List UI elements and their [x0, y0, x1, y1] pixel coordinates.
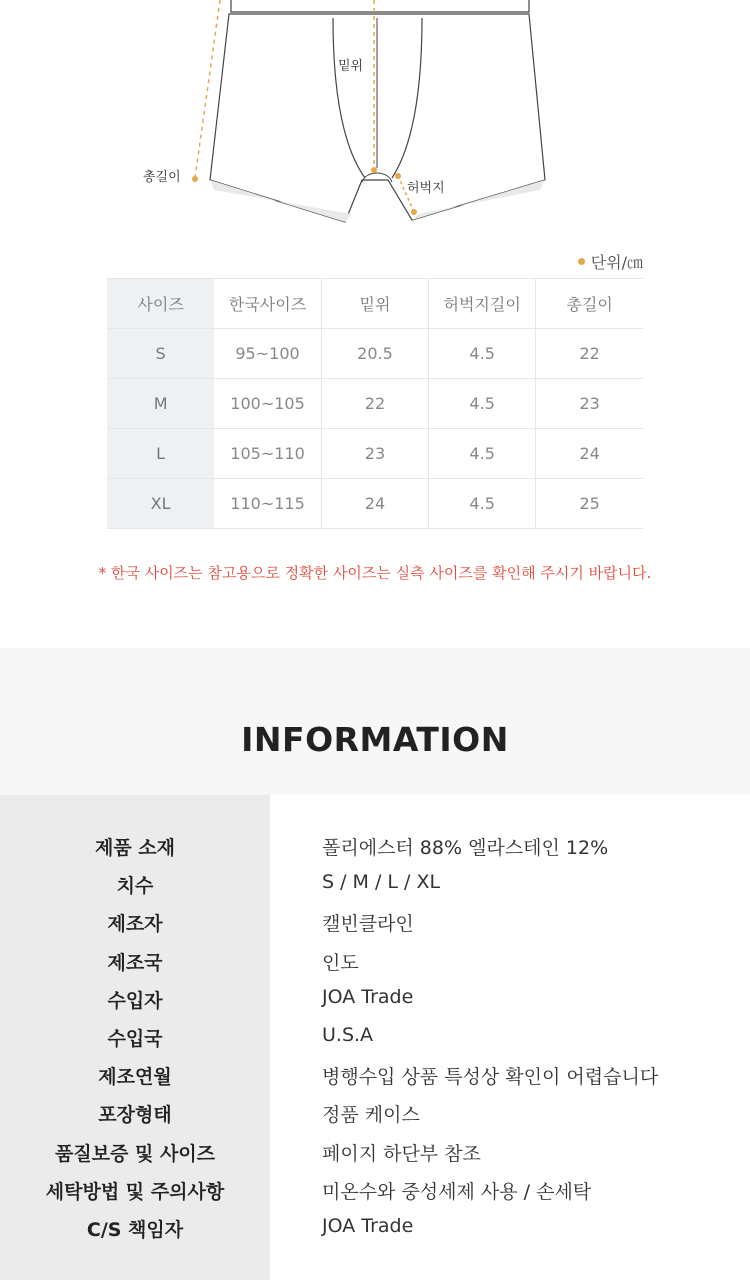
- size-table-header: 허벅지길이: [429, 279, 536, 329]
- info-label: 세탁방법 및 주의사항: [45, 1181, 225, 1203]
- rise-cell: 20.5: [321, 329, 428, 379]
- info-label: 수입자: [107, 990, 163, 1012]
- boxer-illustration: [0, 0, 750, 240]
- table-row: [107, 479, 643, 529]
- info-value: 캘빈클라인: [322, 913, 414, 935]
- size-cell: XL: [107, 479, 214, 529]
- unit-label: [578, 250, 643, 273]
- total-length-cell: 25: [536, 479, 643, 529]
- size-cell: L: [107, 429, 214, 479]
- info-value: JOA Trade: [322, 986, 414, 1008]
- information-section: [0, 648, 750, 1280]
- thigh-length-cell: 4.5: [429, 329, 536, 379]
- size-table-header: 한국사이즈: [214, 279, 321, 329]
- info-label: 제조연월: [98, 1066, 172, 1088]
- size-table: [107, 278, 643, 529]
- info-label: 제조자: [107, 913, 163, 935]
- info-value: 미온수와 중성세제 사용 / 손세탁: [322, 1181, 592, 1203]
- thigh-length-cell: 4.5: [429, 479, 536, 529]
- rise-cell: 24: [321, 479, 428, 529]
- info-value: S / M / L / XL: [322, 871, 441, 893]
- rise-cell: 22: [321, 379, 428, 429]
- size-table-header: 총길이: [536, 279, 643, 329]
- size-table-header: 밑위: [321, 279, 428, 329]
- info-value: U.S.A: [322, 1024, 374, 1046]
- table-row: [107, 379, 643, 429]
- total-length-cell: 23: [536, 379, 643, 429]
- info-label: 치수: [116, 875, 154, 897]
- total-length-cell: 24: [536, 429, 643, 479]
- diagram-label-thigh: 허벅지: [407, 181, 445, 196]
- size-cell: M: [107, 379, 214, 429]
- information-title: INFORMATION: [241, 720, 509, 759]
- boxer-diagram: [0, 0, 750, 240]
- diagram-label-total-length: 총길이: [143, 170, 181, 185]
- table-row: [107, 329, 643, 379]
- info-value: 페이지 하단부 참조: [322, 1143, 481, 1165]
- thigh-length-cell: 4.5: [429, 379, 536, 429]
- total-length-cell: 22: [536, 329, 643, 379]
- korean-size-cell: 105~110: [214, 429, 321, 479]
- info-value: JOA Trade: [322, 1215, 414, 1237]
- info-value: 폴리에스터 88% 엘라스테인 12%: [322, 837, 609, 859]
- information-label-column: [0, 795, 270, 1280]
- info-label: C/S 책임자: [86, 1219, 184, 1241]
- thigh-length-cell: 4.5: [429, 429, 536, 479]
- bullet-dot-icon: [578, 258, 585, 265]
- info-value: 정품 케이스: [322, 1104, 420, 1126]
- rise-cell: 23: [321, 429, 428, 479]
- korean-size-cell: 95~100: [214, 329, 321, 379]
- size-cell: S: [107, 329, 214, 379]
- size-table-header-row: [107, 279, 643, 329]
- info-value: 인도: [322, 952, 359, 974]
- table-row: [107, 429, 643, 479]
- korean-size-cell: 110~115: [214, 479, 321, 529]
- info-label: 제조국: [107, 952, 163, 974]
- info-label: 제품 소재: [94, 837, 176, 859]
- korean-size-cell: 100~105: [214, 379, 321, 429]
- information-value-column: [270, 795, 750, 1280]
- size-note: * 한국 사이즈는 참고용으로 정확한 사이즈는 실측 사이즈를 확인해 주시기 바랍니다.: [98, 564, 652, 582]
- unit-text: 단위/㎝: [590, 253, 643, 272]
- info-label: 포장형태: [98, 1104, 172, 1126]
- info-value: 병행수입 상품 특성상 확인이 어렵습니다: [322, 1066, 659, 1088]
- info-label: 품질보증 및 사이즈: [54, 1143, 216, 1165]
- info-label: 수입국: [107, 1028, 163, 1050]
- size-table-header: 사이즈: [107, 279, 214, 329]
- diagram-label-rise: 밑위: [338, 59, 364, 74]
